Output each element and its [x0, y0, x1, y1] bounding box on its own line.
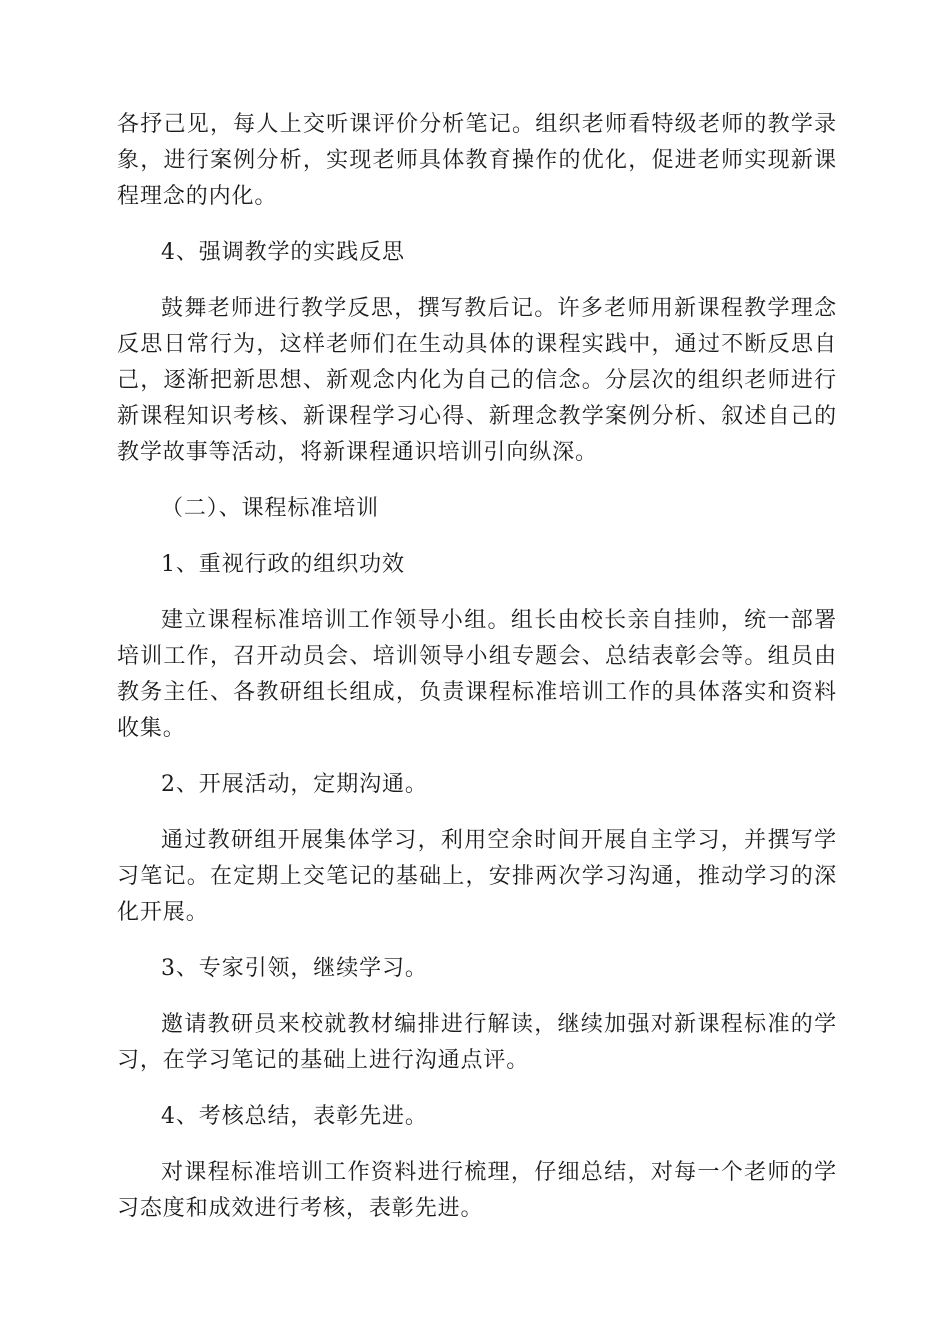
heading-activities: 2、开展活动，定期沟通。: [161, 772, 428, 797]
paragraph-administration: 建立课程标准培训工作领导小组。组长由校长亲自挂帅，统一部署培训工作，召开动员会、培训领导小组专题会、总结表彰会等。组员由教务主任、各教研组长组成，负责课程标准培训工作的具体落实和资料收集。: [117, 608, 837, 741]
section-heading-standards-training: （二）、课程标准培训: [161, 496, 380, 521]
heading-administration: 1、重视行政的组织功效: [161, 552, 405, 577]
paragraph-experts: 邀请教研员来校就教材编排进行解读，继续加强对新课程标准的学习，在学习笔记的基础上进行沟通点评。: [117, 1012, 837, 1073]
heading-experts: 3、专家引领，继续学习。: [161, 956, 428, 981]
heading-assessment: 4、考核总结，表彰先进。: [161, 1104, 428, 1129]
heading-reflection: 4、强调教学的实践反思: [161, 240, 405, 265]
paragraph-assessment: 对课程标准培训工作资料进行梳理，仔细总结，对每一个老师的学习态度和成效进行考核，表彰先进。: [117, 1160, 837, 1221]
document-page: [117, 107, 837, 1227]
paragraph-continuation: 各抒己见，每人上交听课评价分析笔记。组织老师看特级老师的教学录象，进行案例分析，实现老师具体教育操作的优化，促进老师实现新课程理念的内化。: [117, 112, 837, 209]
paragraph-reflection: 鼓舞老师进行教学反思，撰写教后记。许多老师用新课程教学理念反思日常行为，这样老师们在生动具体的课程实践中，通过不断反思自己，逐渐把新思想、新观念内化为自己的信念。分层次的组织老师进行新课程知识考核、新课程学习心得、新理念教学案例分析、叙述自己的教学故事等活动，将新课程通识培训引向纵深。: [117, 296, 837, 465]
paragraph-activities: 通过教研组开展集体学习，利用空余时间开展自主学习，并撰写学习笔记。在定期上交笔记的基础上，安排两次学习沟通，推动学习的深化开展。: [117, 828, 837, 925]
